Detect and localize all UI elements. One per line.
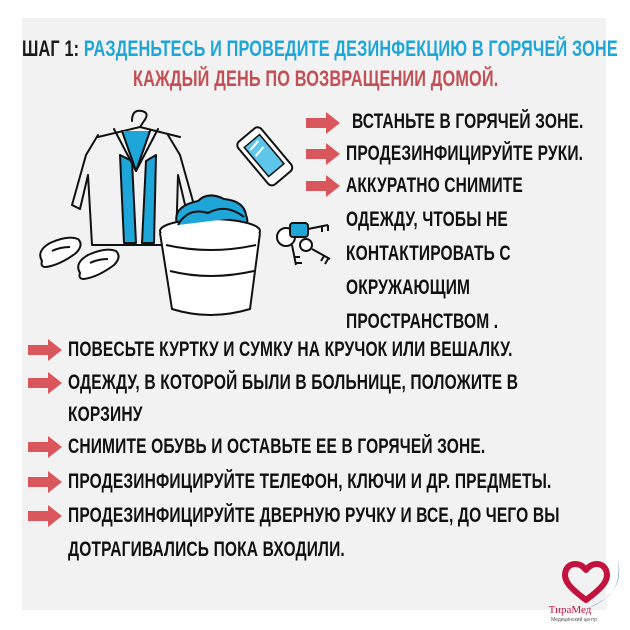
page-subtitle: КАЖДЫЙ ДЕНЬ ПО ВОЗВРАЩЕНИИ ДОМОЙ. <box>133 66 499 91</box>
phone-icon <box>235 125 294 187</box>
logo-name: ТираМед <box>548 604 592 616</box>
step-remove-clothes-line5: ПРОСТРАНСТВОМ . <box>346 310 499 333</box>
step-remove-clothes-line2: ОДЕЖДУ, ЧТОБЫ НЕ <box>346 208 508 231</box>
arrow-right-icon <box>28 372 62 394</box>
step-disinfect-door-line1: ПРОДЕЗИНФИЦИРУЙТЕ ДВЕРНУЮ РУЧКУ И ВСЕ, ДО ЧЕГО ВЫ <box>68 504 560 527</box>
arrow-right-icon <box>28 436 62 458</box>
shoes-icon <box>40 238 118 279</box>
arrow-right-icon <box>306 112 340 134</box>
step-remove-clothes-line3: КОНТАКТИРОВАТЬ С <box>346 242 511 265</box>
keys-icon <box>277 223 330 265</box>
step-remove-clothes-line1: АККУРАТНО СНИМИТЕ <box>346 174 523 197</box>
laundry-basket-icon <box>160 195 260 315</box>
step-stand-hot-zone: ВСТАНЬТЕ В ГОРЯЧЕЙ ЗОНЕ. <box>352 110 584 133</box>
arrow-right-icon <box>306 143 340 165</box>
logo-tagline: Медицинский центр <box>550 617 598 623</box>
step-disinfect-hands: ПРОДЕЗИНФИЦИРУЙТЕ РУКИ. <box>346 142 584 165</box>
step-remove-shoes: СНИМИТЕ ОБУВЬ И ОСТАВЬТЕ ЕЕ В ГОРЯЧЕЙ ЗОНЕ. <box>68 435 486 458</box>
page-title <box>22 36 618 62</box>
step-hang-jacket: ПОВЕСЬТЕ КУРТКУ И СУМКУ НА КРУЧОК ИЛИ ВЕШАЛКУ. <box>68 338 513 361</box>
arrow-right-icon <box>28 505 62 527</box>
step-disinfect-door-line2: ДОТРАГИВАЛИСЬ ПОКА ВХОДИЛИ. <box>68 538 345 561</box>
illustration <box>28 95 338 335</box>
step-disinfect-phone-keys: ПРОДЕЗИНФИЦИРУЙТЕ ТЕЛЕФОН, КЛЮЧИ И ДР. ПРЕДМЕТЫ. <box>68 470 552 493</box>
step-label: ШАГ 1: <box>22 36 80 61</box>
arrow-right-icon <box>28 471 62 493</box>
step-remove-clothes-line4: ОКРУЖАЮЩИМ <box>346 276 471 299</box>
arrow-right-icon <box>306 175 340 197</box>
step-clothes-basket-line1: ОДЕЖДУ, В КОТОРОЙ БЫЛИ В БОЛЬНИЦЕ, ПОЛОЖИТЕ В <box>68 371 519 394</box>
arrow-right-icon <box>28 339 62 361</box>
step-title: РАЗДЕНЬТЕСЬ И ПРОВЕДИТЕ ДЕЗИНФЕКЦИЮ В ГОРЯЧЕЙ ЗОНЕ <box>83 36 618 61</box>
step-clothes-basket-line2: КОРЗИНУ <box>68 403 143 426</box>
